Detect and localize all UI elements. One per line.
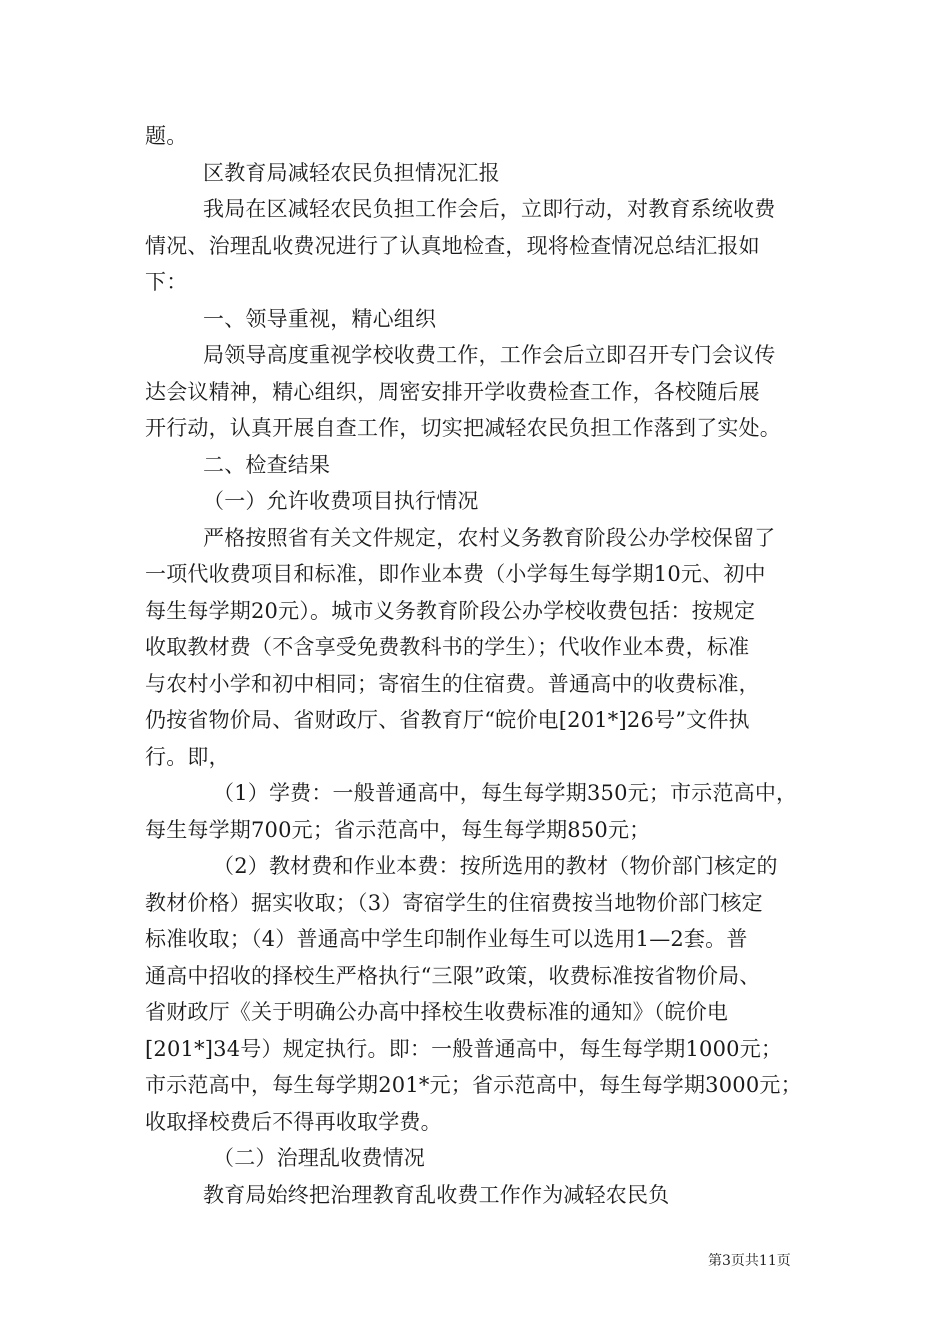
text-line: 市示范高中，每生每学期201*元；省示范高中，每生每学期3000元； xyxy=(145,1073,802,1097)
text-line: （1）学费：一般普通高中，每生每学期350元；市示范高中， xyxy=(213,781,798,805)
text-line: 一项代收费项目和标准，即作业本费（小学每生每学期10元、初中 xyxy=(145,562,766,586)
text-line: 情况、治理乱收费况进行了认真地检查，现将检查情况总结汇报如 xyxy=(145,233,760,258)
text-line: 开行动，认真开展自查工作，切实把减轻农民负担工作落到了实处。 xyxy=(145,416,781,440)
text-line: 通高中招收的择校生严格执行“三限”政策，收费标准按省物价局、 xyxy=(145,963,761,988)
text-line: 省财政厅《关于明确公办高中择校生收费标准的通知》（皖价电 xyxy=(145,1000,729,1024)
text-line: 收取教材费（不含享受免费教科书的学生）；代收作业本费，标准 xyxy=(145,635,750,659)
section-heading: 二、检查结果 xyxy=(203,452,331,477)
page-number: 第3页共11页 xyxy=(708,1253,791,1269)
subsection-heading: （二）治理乱收费情况 xyxy=(213,1146,425,1170)
text-line: 题。 xyxy=(145,124,188,148)
text-line: 严格按照省有关文件规定，农村义务教育阶段公办学校保留了 xyxy=(203,525,776,550)
text-line: 收取择校费后不得再收取学费。 xyxy=(145,1109,442,1134)
subsection-heading: （一）允许收费项目执行情况 xyxy=(203,489,479,513)
text-line: 每生每学期700元；省示范高中，每生每学期850元； xyxy=(145,817,651,842)
text-line: 教材价格）据实收取；（3）寄宿学生的住宿费按当地物价部门核定 xyxy=(145,890,763,915)
section-heading: 一、领导重视，精心组织 xyxy=(203,306,437,331)
text-line: 我局在区减轻农民负担工作会后，立即行动，对教育系统收费 xyxy=(203,197,776,221)
text-line: 下： xyxy=(145,270,188,294)
text-line: 与农村小学和初中相同；寄宿生的住宿费。普通高中的收费标准， xyxy=(145,671,760,696)
text-line: [201*]34号）规定执行。即：一般普通高中，每生每学期1000元； xyxy=(145,1036,783,1061)
text-line: 每生每学期20元）。城市义务教育阶段公办学校收费包括：按规定 xyxy=(145,598,756,623)
text-line: 达会议精神，精心组织，周密安排开学收费检查工作，各校随后展 xyxy=(145,379,760,404)
document-page xyxy=(145,118,825,1213)
text-line: 教育局始终把治理教育乱收费工作作为减轻农民负 xyxy=(203,1182,670,1207)
text-line: 仍按省物价局、省财政厅、省教育厅“皖价电[201*]26号”文件执 xyxy=(145,708,750,732)
text-line: 局领导高度重视学校收费工作，工作会后立即召开专门会议传 xyxy=(203,343,776,367)
document-title: 区教育局减轻农民负担情况汇报 xyxy=(203,160,500,185)
text-line: 标准收取；（4）普通高中学生印制作业每生可以选用1—2套。普 xyxy=(145,927,748,951)
text-line: 行。即， xyxy=(145,744,230,769)
text-line: （2）教材费和作业本费：按所选用的教材（物价部门核定的 xyxy=(213,854,778,878)
